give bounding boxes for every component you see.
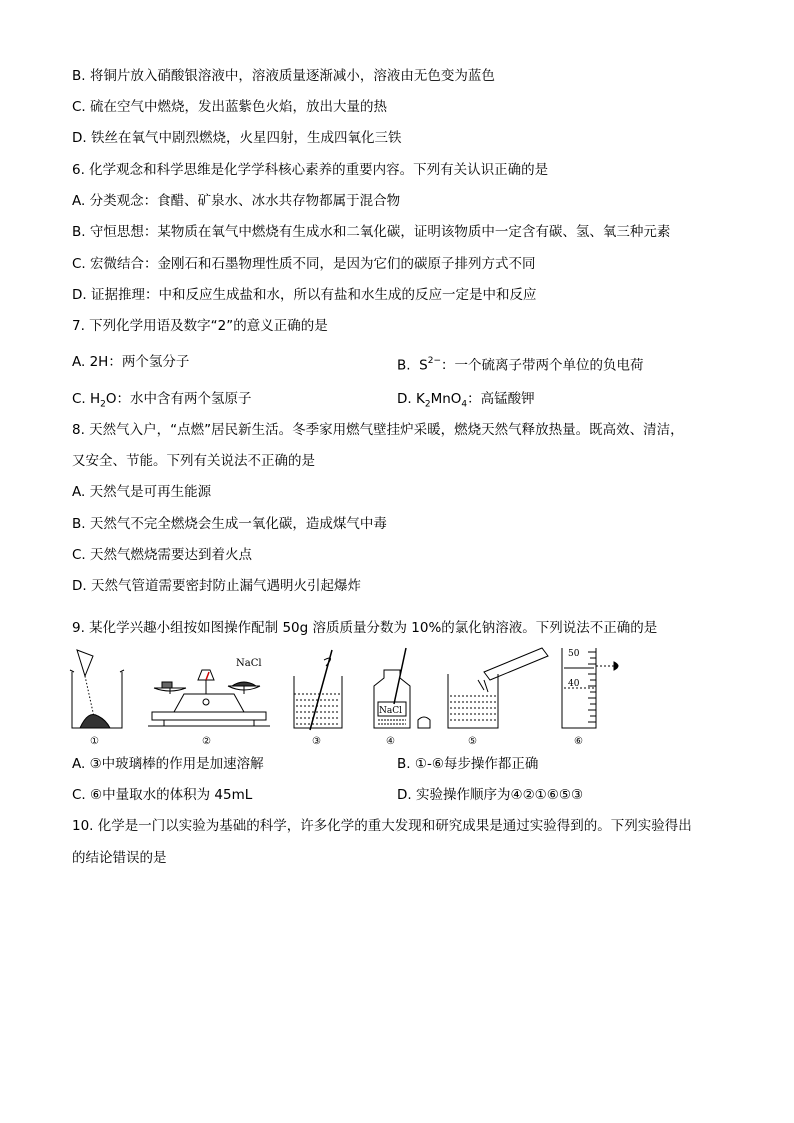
- q9-experiment-figure: [66, 644, 626, 748]
- figure-label-3: ③: [312, 736, 321, 747]
- q10-stem-line2: 的结论错误的是: [72, 850, 167, 866]
- q7-option-c-text: O：水中含有两个氢原子: [105, 391, 252, 407]
- figure-label-6: ⑥: [574, 736, 583, 747]
- q7-option-b-prefix: B.: [397, 357, 411, 374]
- q6-stem: 6. 化学观念和科学思维是化学学科核心素养的重要内容。下列有关认识正确的是: [72, 162, 549, 178]
- cylinder-mark-50: 50: [568, 649, 580, 659]
- q7-option-b-charge: 2−: [427, 356, 442, 366]
- q8-stem-line1: 8. 天然气入户，“点燃”居民新生活。冬季家用燃气壁挂炉采暖，燃烧天然气释放热量。既高效、清洁，: [72, 422, 684, 438]
- q6-option-a: A. 分类观念：食醋、矿泉水、冰水共存物都属于混合物: [72, 193, 401, 209]
- q7-option-c-prefix: C. H: [72, 391, 101, 407]
- bottle-label: NaCl: [379, 706, 403, 716]
- q7-option-b: [397, 352, 644, 376]
- q7-option-d: [397, 389, 535, 415]
- step2-balance: [148, 670, 270, 726]
- q7-option-b-text: ：一个硫离子带两个单位的负电荷: [441, 357, 644, 374]
- q8-option-d: D. 天然气管道需要密封防止漏气遇明火引起爆炸: [72, 578, 361, 594]
- step1-beaker-pouring: [70, 650, 124, 728]
- q7-option-d-sub2: 4: [461, 399, 468, 410]
- q5-option-c: C. 硫在空气中燃烧，发出蓝紫色火焰，放出大量的热: [72, 99, 388, 115]
- step5-beaker-pouring-water: [448, 648, 548, 728]
- q7-option-c: [72, 389, 252, 415]
- q7-option-d-text: ：高锰酸钾: [467, 391, 535, 407]
- q7-stem: 7. 下列化学用语及数字“2”的意义正确的是: [72, 318, 328, 334]
- q8-option-a: A. 天然气是可再生能源: [72, 484, 212, 500]
- figure-label-2: ②: [202, 736, 211, 747]
- q7-option-d-mid: MnO: [430, 391, 462, 407]
- q7-option-a: A. 2H：两个氢分子: [72, 354, 190, 370]
- cylinder-mark-40: 40: [568, 679, 580, 689]
- q8-option-c: C. 天然气燃烧需要达到着火点: [72, 547, 253, 563]
- q7-option-d-prefix: D. K: [397, 391, 425, 407]
- q7-option-b-ion: S: [419, 357, 428, 374]
- q10-stem-line1: 10. 化学是一门以实验为基础的科学，许多化学的重大发现和研究成果是通过实验得到的。下列实验得出: [72, 818, 692, 834]
- q9-option-c: C. ⑥中量取水的体积为 45mL: [72, 787, 253, 803]
- q7-option-d-sub1: 2: [424, 399, 431, 410]
- q9-option-d: D. 实验操作顺序为④②①⑥⑤③: [397, 787, 584, 803]
- figure-label-1: ①: [90, 736, 99, 747]
- step3-beaker-stirring: [294, 650, 342, 730]
- q9-option-a: A. ③中玻璃棒的作用是加速溶解: [72, 756, 264, 772]
- q5-option-d: D. 铁丝在氧气中剧烈燃烧，火星四射，生成四氧化三铁: [72, 130, 402, 146]
- figure-label-4: ④: [386, 736, 395, 747]
- q9-stem: 9. 某化学兴趣小组按如图操作配制 50g 溶质质量分数为 10%的氯化钠溶液。下列说法不正确的是: [72, 620, 658, 636]
- q8-option-b: B. 天然气不完全燃烧会生成一氧化碳，造成煤气中毒: [72, 516, 387, 532]
- q6-option-d: D. 证据推理：中和反应生成盐和水，所以有盐和水生成的反应一定是中和反应: [72, 287, 537, 303]
- step4-reagent-bottle: [374, 648, 430, 728]
- q7-option-c-sub: 2: [100, 399, 106, 410]
- q9-option-b: B. ①-⑥每步操作都正确: [397, 756, 539, 772]
- q8-stem-line2: 又安全、节能。下列有关说法不正确的是: [72, 453, 315, 469]
- q6-option-c: C. 宏微结合：金刚石和石墨物理性质不同，是因为它们的碳原子排列方式不同: [72, 256, 536, 272]
- nacl-tag: NaCl: [236, 658, 262, 669]
- q6-option-b: B. 守恒思想：某物质在氧气中燃烧有生成水和二氧化碳，证明该物质中一定含有碳、氢、氧三种元素: [72, 224, 671, 240]
- q5-option-b: B. 将铜片放入硝酸银溶液中，溶液质量逐渐减小，溶液由无色变为蓝色: [72, 68, 495, 84]
- figure-label-5: ⑤: [468, 736, 477, 747]
